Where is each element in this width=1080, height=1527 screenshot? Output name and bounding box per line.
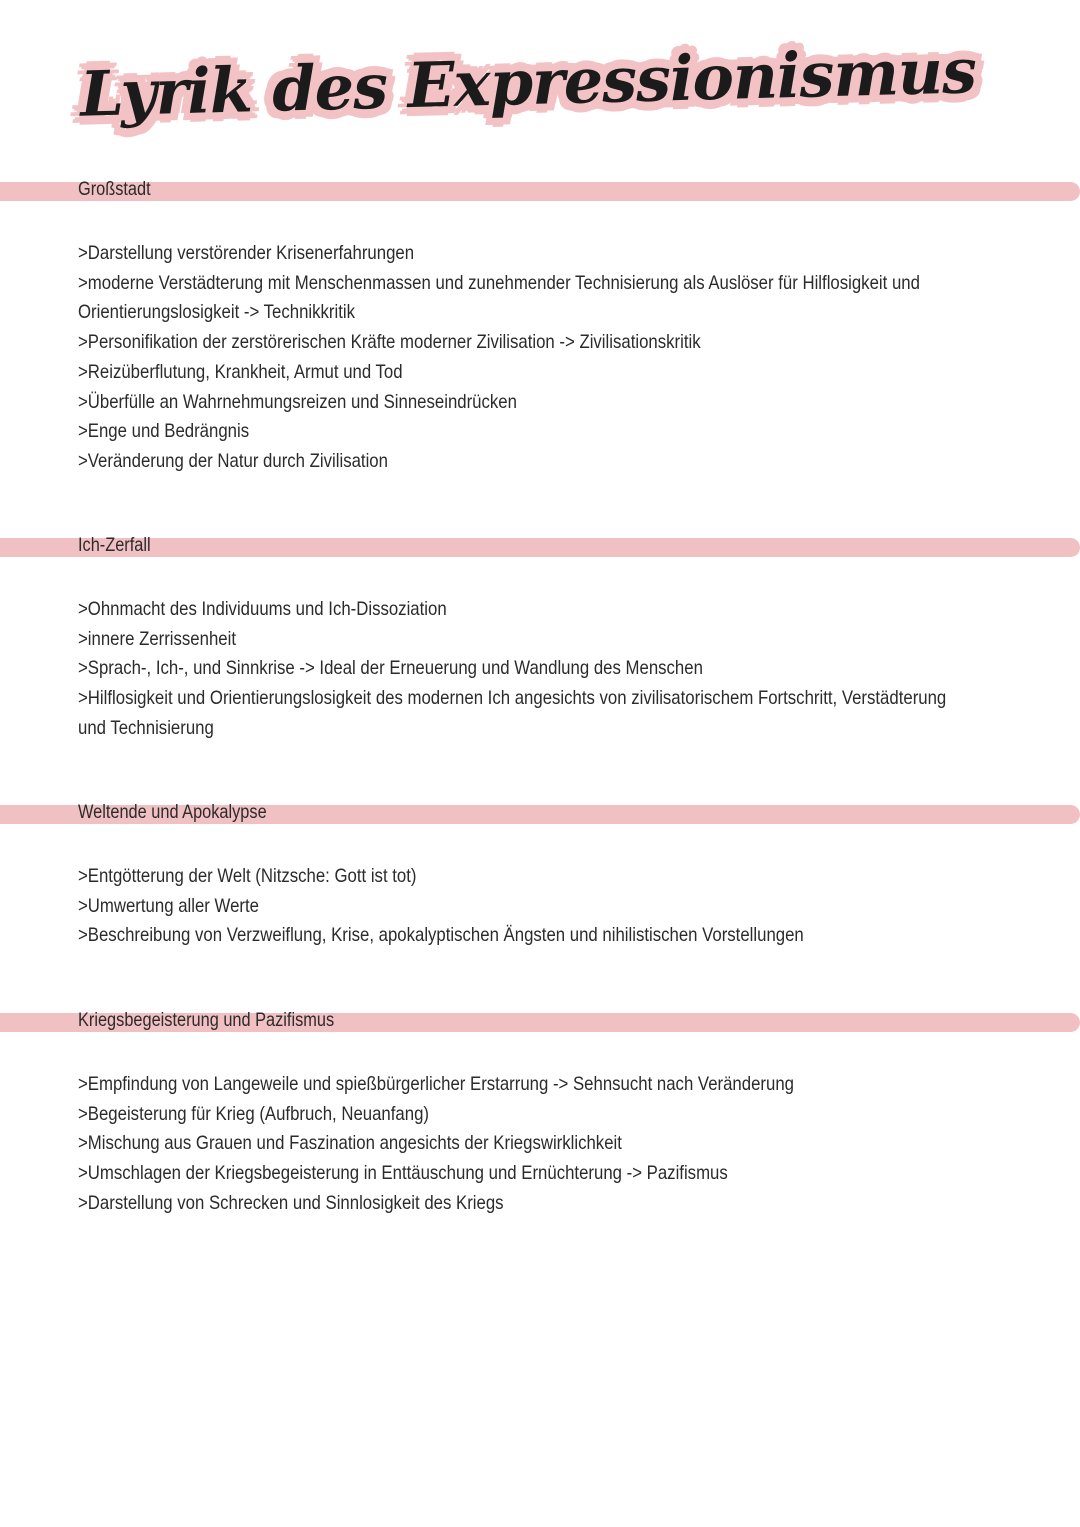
title-banner: [0, 28, 1080, 148]
list-item: >Empfindung von Langeweile und spießbürgerlicher Erstarrung -> Sehnsucht nach Veränderung: [78, 1073, 794, 1095]
section-heading: Großstadt: [78, 179, 151, 200]
list-item: >Enge und Bedrängnis: [78, 420, 250, 443]
list-item: >Begeisterung für Krieg (Aufbruch, Neuanfang): [78, 1102, 429, 1125]
list-item: >Umwertung aller Werte: [78, 894, 259, 917]
list-item: >Entgötterung der Welt (Nitzsche: Gott ist tot): [78, 865, 417, 887]
list-item: >Reizüberflutung, Krankheit, Armut und Tod: [78, 360, 403, 383]
section-header-band: [0, 535, 1080, 557]
bullet-list: [0, 862, 1080, 951]
section-weltende: [0, 802, 1080, 951]
bullet-list: [0, 1070, 1080, 1219]
list-item: >Ohnmacht des Individuums und Ich-Dissoziation: [78, 598, 447, 620]
list-item: >innere Zerrissenheit: [78, 627, 236, 650]
list-item: >Hilflosigkeit und Orientierungslosigkeit des modernen Ich angesichts von zivilisatorischem Fortschritt, Verstädterung: [78, 687, 947, 710]
list-item: >Umschlagen der Kriegsbegeisterung in Enttäuschung und Ernüchterung -> Pazifismus: [78, 1162, 728, 1185]
section-header-band: [0, 1010, 1080, 1032]
section-grossstadt: [0, 179, 1080, 477]
list-item: und Technisierung: [78, 716, 214, 739]
section-heading: Kriegsbegeisterung und Pazifismus: [78, 1010, 335, 1031]
bullet-list: [0, 595, 1080, 744]
bullet-list: [0, 239, 1080, 477]
list-item: >Sprach-, Ich-, und Sinnkrise -> Ideal der Erneuerung und Wandlung des Menschen: [78, 657, 703, 680]
section-kriegsbegeisterung: [0, 1010, 1080, 1219]
section-header-band: [0, 802, 1080, 824]
section-ich-zerfall: [0, 535, 1080, 744]
list-item: >Beschreibung von Verzweiflung, Krise, apokalyptischen Ängsten und nihilistischen Vorstellungen: [78, 924, 804, 947]
list-item: >Mischung aus Grauen und Faszination angesichts der Kriegswirklichkeit: [78, 1132, 622, 1155]
list-item: >Darstellung von Schrecken und Sinnlosigkeit des Kriegs: [78, 1191, 504, 1214]
page-title: Lyrik des Expressionismus: [79, 34, 977, 131]
list-item: Orientierungslosigkeit -> Technikkritik: [78, 301, 355, 324]
section-heading: Ich-Zerfall: [78, 535, 151, 556]
list-item: >Veränderung der Natur durch Zivilisation: [78, 449, 388, 472]
section-header-band: [0, 179, 1080, 201]
list-item: >Personifikation der zerstörerischen Kräfte moderner Zivilisation -> Zivilisationskritik: [78, 331, 701, 354]
list-item: >Darstellung verstörender Krisenerfahrungen: [78, 242, 415, 264]
list-item: >Überfülle an Wahrnehmungsreizen und Sinneseindrücken: [78, 390, 517, 413]
section-heading: Weltende und Apokalypse: [78, 802, 267, 823]
list-item: >moderne Verstädterung mit Menschenmassen und zunehmender Technisierung als Auslöser für Hilflosigkeit und: [78, 271, 920, 294]
